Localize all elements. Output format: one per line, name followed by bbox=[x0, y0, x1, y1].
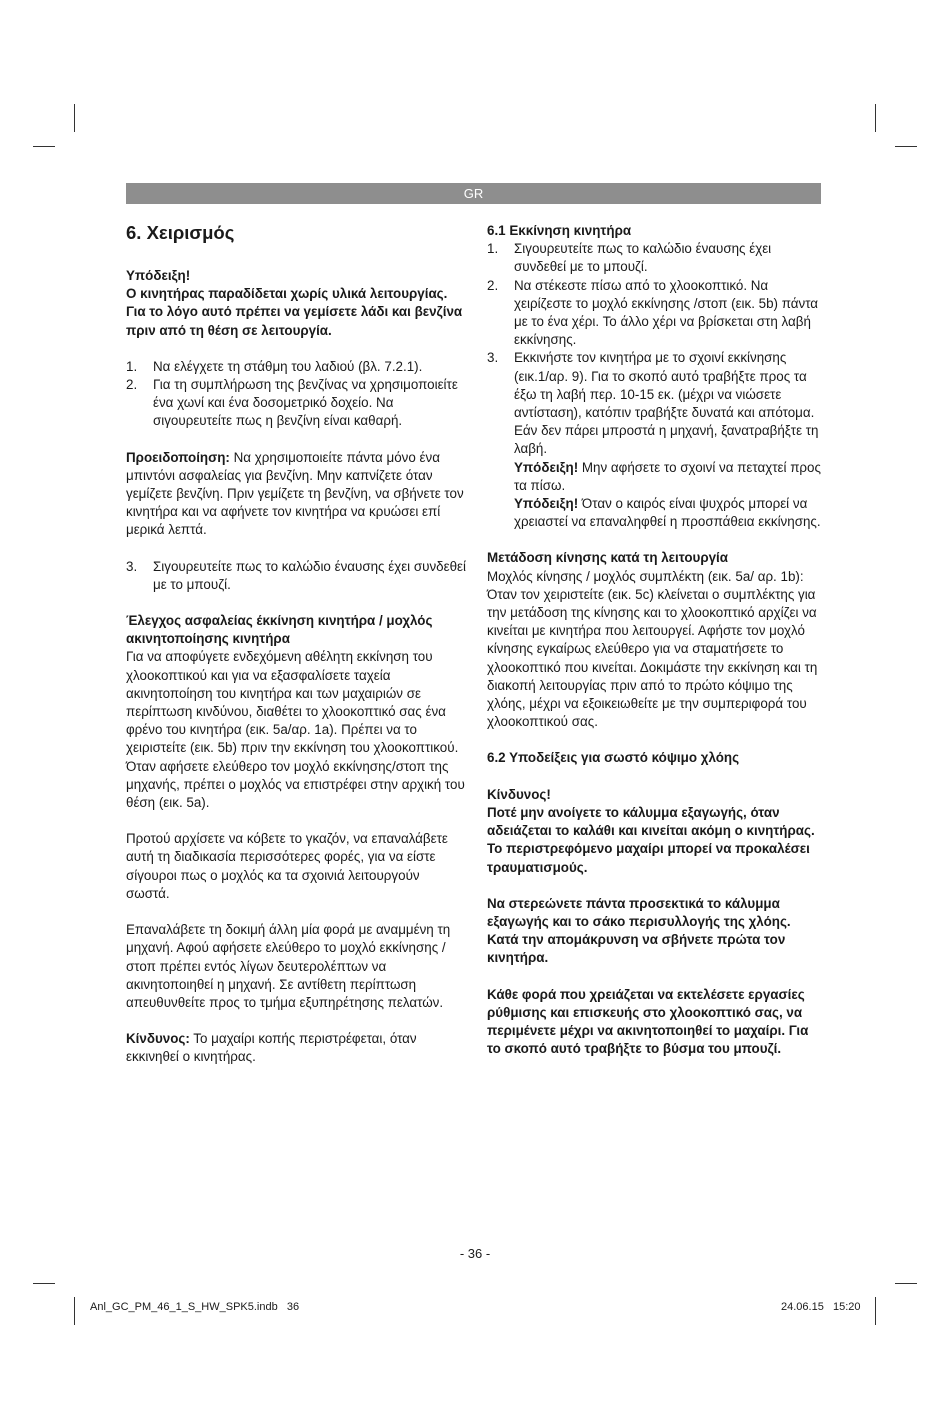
danger-text: Το μαχαίρι κοπής περιστρέφεται, όταν εκκινηθεί ο κινητήρας. bbox=[126, 1031, 417, 1065]
warning-paragraph bbox=[126, 449, 466, 540]
list-item: 2. Για τη συμπλήρωση της βενζίνας να χρησιμοποιείτε ένα χωνί και ένα δοσομετρικό δοχείο. Να σιγουρευτείτε πως η βενζίνη είναι καθαρή. bbox=[126, 377, 458, 429]
crop-mark bbox=[74, 104, 75, 132]
crop-mark bbox=[895, 146, 917, 147]
safety-check-title: Έλεγχος ασφαλείας έκκίνηση κινητήρα / μοχλός ακινητοποίησης κινητήρα bbox=[126, 613, 433, 647]
paragraph: Προτού αρχίσετε να κόβετε το γκαζόν, να επαναλάβετε αυτή τη διαδικασία περισσότερες φορές, για να είστε σίγουροι πως ο μοχλός κα τα σχοινιά λειτουργούν σωστά. bbox=[126, 831, 448, 901]
language-header-bar: GR bbox=[126, 183, 821, 204]
note-label: Υπόδειξη! bbox=[126, 268, 191, 283]
section-title: 6. Χειρισμός bbox=[126, 222, 235, 243]
drive-title: Μετάδοση κίνησης κατά τη λειτουργία bbox=[487, 550, 729, 566]
start-list bbox=[487, 240, 823, 531]
crop-mark bbox=[875, 1297, 876, 1325]
note-block bbox=[126, 267, 466, 340]
page-number: - 36 - bbox=[459, 1246, 491, 1261]
note-text: Ο κινητήρας παραδίδεται χωρίς υλικά λειτουργίας. Για το λόγο αυτό πρέπει να γεμίσετε λάδι και βενζίνα πριν από τη θέση σε λειτουργία. bbox=[126, 286, 463, 338]
plug-list bbox=[126, 558, 466, 594]
subsection-title: 6.1 Εκκίνηση κινητήρα bbox=[487, 223, 632, 238]
crop-mark bbox=[33, 146, 55, 147]
fuel-list bbox=[126, 358, 466, 431]
list-item: 1. Να ελέγχετε τη στάθμη του λαδιού (βλ. 7.2.1). bbox=[126, 358, 423, 374]
crop-mark bbox=[895, 1283, 917, 1284]
danger-label: Κίνδυνος! bbox=[487, 786, 551, 802]
safety-check-text: Για να αποφύγετε ενδεχόμενη αθέλητη εκκίνηση του χλοοκοπτικού και για να εξασφαλίσετε ταχεία ακινητοποίηση του κινητήρα και των μαχαιριών σε περίπτωση κινδύνου, διαθέτει το χλοοκοπτικό σας ένα φρένο του κινητήρα (εικ. 5a/αρ. 1a). Πρέπει να το χειριστείτε (εικ. 5b) πριν την εκκίνηση του χλοοκοπτικού. Όταν αφήσετε ελεύθερο τον μοχλό εκκίνησης/στοπ της μηχανής, πρέπει ο μοχλός να επιστρέφει στην αρχική του θέση (εικ. 5a). bbox=[126, 649, 465, 811]
drive-block bbox=[487, 549, 823, 731]
hint-paragraph: Υπόδειξη! Μην αφήσετε το σχοινί να πεταχτεί προς τα πίσω. bbox=[514, 459, 821, 493]
danger-paragraph bbox=[126, 1030, 466, 1066]
footer-filename: Anl_GC_PM_46_1_S_HW_SPK5.indb 36 bbox=[90, 1301, 300, 1313]
list-item: 3. Σιγουρευτείτε πως το καλώδιο έναυσης έχει συνδεθεί με το μπουζί. bbox=[126, 558, 466, 592]
danger-text: Ποτέ μην ανοίγετε το κάλυμμα εξαγωγής, όταν αδειάζεται το καλάθι και κινείται ακόμη ο κινητήρας. Το περιστρεφόμενο μαχαίρι μπορεί να προκαλέσει τραυματισμούς. bbox=[487, 804, 815, 875]
paragraph: Επαναλάβετε τη δοκιμή άλλη μία φορά με αναμμένη τη μηχανή. Αφού αφήσετε ελεύθερο το μοχλό εκκίνησης / στοπ πρέπει εντός λίγων δευτερολέπτων να ακινητοποιηθεί η μηχανή. Σε αντίθετη περίπτωση απευθυνθείτε προς το τμήμα εξυπηρέτησης πελατών. bbox=[126, 922, 451, 1010]
list-item: 1. Σιγουρευτείτε πως το καλώδιο έναυσης έχει συνδεθεί με το μπουζί. bbox=[487, 241, 772, 275]
subsection-title: 6.2 Υποδείξεις για σωστό κόψιμο χλόης bbox=[487, 750, 740, 766]
bold-paragraph: Κάθε φορά που χρειάζεται να εκτελέσετε εργασίες ρύθμισης και επισκευής στο χλοοκοπτικό σας, να περιμένετε μέχρι να ακινητοποιηθεί το μαχαίρι. Για το σκοπό αυτό τραβήξτε το βύσμα του μπουζί. bbox=[487, 986, 809, 1057]
right-column bbox=[487, 222, 823, 1058]
crop-mark bbox=[74, 1297, 75, 1325]
list-item: 2. Να στέκεστε πίσω από το χλοοκοπτικό. Να χειρίζεστε το μοχλό εκκίνησης /στοπ (εικ. 5b) πάντα με το ένα χέρι. Το άλλο χέρι να βρίσκεται στη λαβή εκκίνησης. bbox=[487, 277, 819, 348]
left-column bbox=[126, 222, 466, 1067]
bold-paragraph: Να στερεώνετε πάντα προσεκτικά το κάλυμμα εξαγωγής και το σάκο περισυλλογής της χλόης. Κατά την απομάκρυνση να σβήνετε πρώτα τον κινητήρα. bbox=[487, 895, 791, 966]
safety-check-block bbox=[126, 612, 466, 812]
footer-date: 24.06.15 15:20 bbox=[781, 1301, 861, 1313]
warning-text: Να χρησιμοποιείτε πάντα μόνο ένα μπιντόνι ασφαλείας για βενζίνη. Μην καπνίζετε όταν γεμίζετε βενζίνη. Πριν γεμίζετε τη βενζίνη, να σβήνετε τον κινητήρα και να αφήνετε τον κινητήρα να κρυώσει επί μερικά λεπτά. bbox=[126, 449, 464, 538]
drive-subtitle: Μοχλός κίνησης / μοχλός συμπλέκτη (εικ. 5a/ αρ. 1b): bbox=[487, 568, 804, 584]
hint-paragraph: Υπόδειξη! Όταν ο καιρός είναι ψυχρός μπορεί να χρειαστεί να επαναληφθεί η προσπάθεια εκκίνησης. bbox=[514, 496, 821, 530]
danger-block bbox=[487, 786, 823, 877]
crop-mark bbox=[33, 1283, 55, 1284]
danger-label: Κίνδυνος: bbox=[126, 1031, 190, 1047]
crop-mark bbox=[875, 104, 876, 132]
warning-label: Προειδοποίηση: bbox=[126, 449, 230, 465]
list-item: 3. Εκκινήστε τον κινητήρα με το σχοινί εκκίνησης (εικ.1/αρ. 9). Για το σκοπό αυτό τραβήξτε προς τα έξω τη λαβή περ. 10-15 εκ. (μέχρι να νιώσετε αντίσταση), κατόπιν τραβήξτε δυνατά και απότομα. Εάν δεν πάρει μπροστά η μηχανή, ξανατραβήξτε τη λαβή. Υπόδειξη! Μην αφήσετε το σχοινί να πεταχτεί προς τα πίσω. Υπόδειξη! Όταν ο καιρός είναι ψυχρός μπορεί να χρειαστεί να επαναληφθεί η προσπάθεια εκκίνησης. bbox=[487, 349, 823, 531]
drive-text: Όταν τον χειριστείτε (εικ. 5c) κλείνεται ο συμπλέκτης για την μετάδοση της κίνησης και το χλοοκοπτικό αρχίζει να κινείται με κινητήρα που λειτουργεί. Αφήστε τον μοχλό κίνησης εγκαίρως ελεύθερο για να σταματήσετε το χλοοκοπτικό που κινείται. Δοκιμάστε την εκκίνηση και τη διακοπή λειτουργίας πριν από το πρώτο κόψιμο της χλόης, μέχρι να εξοικειωθείτε με την συμπεριφορά του χλοοκοπτικού σας. bbox=[487, 586, 818, 730]
